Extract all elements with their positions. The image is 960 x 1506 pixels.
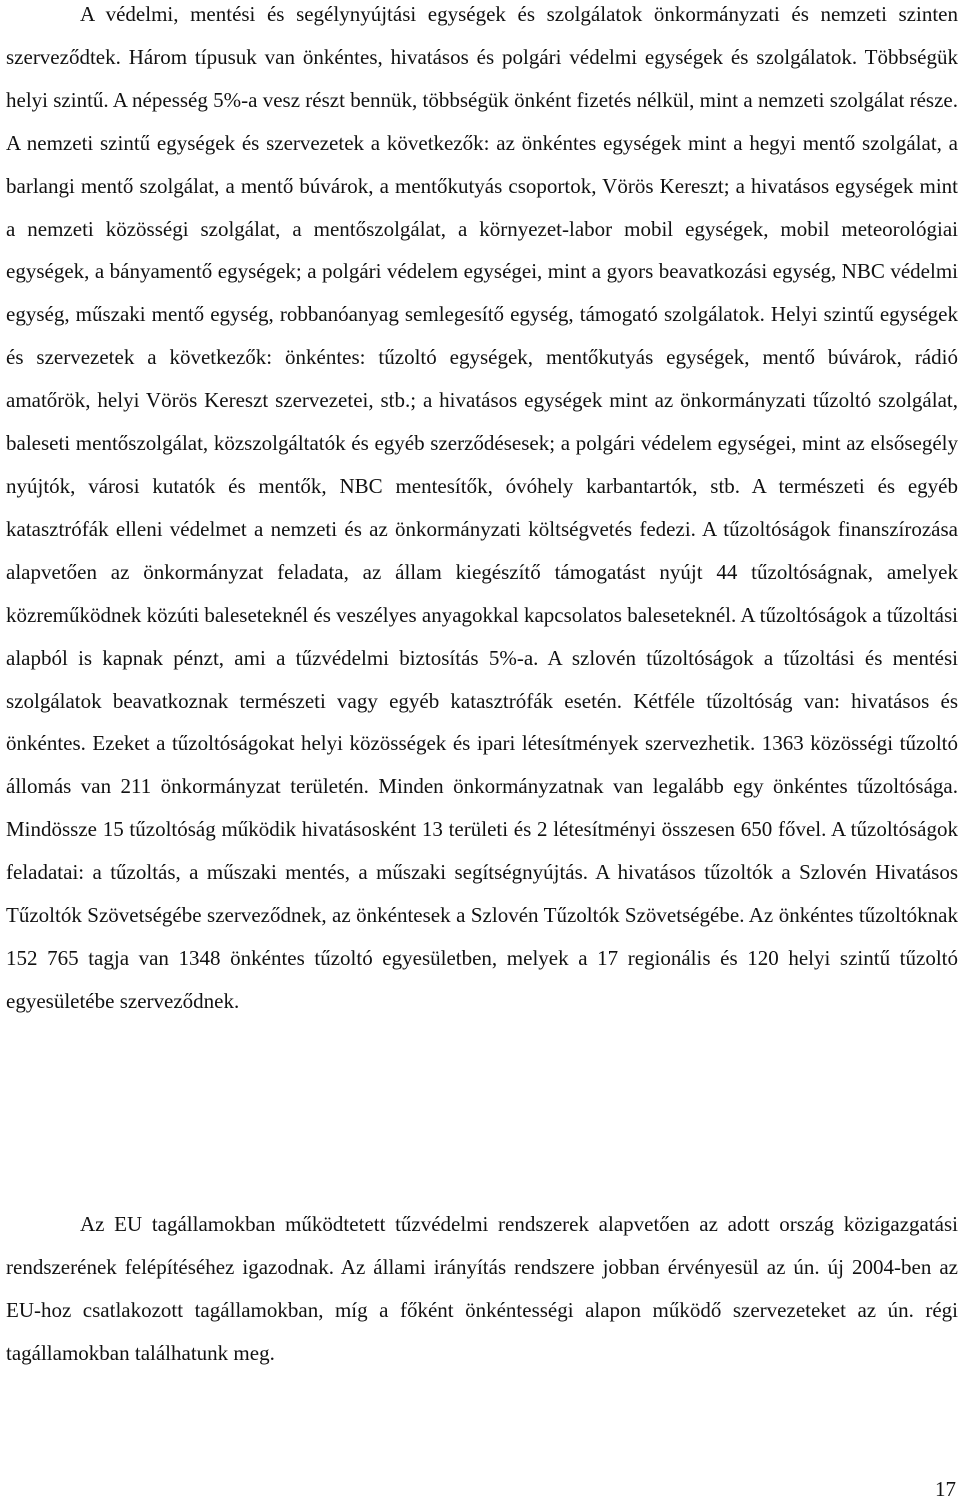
- body-paragraph-civil-protection: A védelmi, mentési és segélynyújtási egységek és szolgálatok önkormányzati és nemzeti szinten szerveződtek. Három típusuk van önkéntes, hivatásos és polgári védelmi egységek és szolgálatok. Többségük helyi szintű. A népesség 5%-a vesz részt bennük, többségük önként fizetés nélkül, mint a nemzeti szolgálat része. A nemzeti szintű egységek és szervezetek a következők: az önkéntes egységek mint a hegyi mentő szolgálat, a barlangi mentő szolgálat, a mentő búvárok, a mentőkutyás csoportok, Vörös Kereszt; a hivatásos egységek mint a nemzeti közösségi szolgálat, a mentőszolgálat, a környezet-labor mobil egységek, mobil meteorológiai egységek, a bányamentő egységek; a polgári védelem egységei, mint a gyors beavatkozási egység, NBC védelmi egység, műszaki mentő egység, robbanóanyag semlegesítő egység, támogató szolgálatok. Helyi szintű egységek és szervezetek a következők: önkéntes: tűzoltó egységek, mentőkutyás egységek, mentő búvárok, rádió amatőrök, helyi Vörös Kereszt szervezetei, stb.; a hivatásos egységek mint az önkormányzati tűzoltó szolgálat, baleseti mentőszolgálat, közszolgáltatók és egyéb szerződésesek; a polgári védelem egységei, mint az elsősegély nyújtók, városi kutatók és mentők, NBC mentesítők, óvóhely karbantartók, stb. A természeti és egyéb katasztrófák elleni védelmet a nemzeti és az önkormányzati költségvetés fedezi. A tűzoltóságok finanszírozása alapvetően az önkormányzat feladata, az állam kiegészítő támogatást nyújt 44 tűzoltóságnak, amelyek közreműködnek közúti baleseteknél és veszélyes anyagokkal kapcsolatos baleseteknél. A tűzoltóságok a tűzoltási alapból is kapnak pénzt, ami a tűzvédelmi biztosítás 5%-a. A szlovén tűzoltóságok a tűzoltási és mentési szolgálatok beavatkoznak természeti vagy egyéb katasztrófák esetén. Kétféle tűzoltóság van: hivatásos és önkéntes. Ezeket a tűzoltóságokat helyi közösségek és ipari létesítmények szervezhetik. 1363 közösségi tűzoltó állomás van 211 önkormányzat területén. Minden önkormányzatnak van legalább egy önkéntes tűzoltósága. Mindössze 15 tűzoltóság működik hivatásosként 13 területi és 2 létesítményi összesen 650 fővel. A tűzoltóságok feladatai: a tűzoltás, a műszaki mentés, a műszaki segítségnyújtás. A hivatásos tűzoltók a Szlovén Hivatásos Tűzoltók Szövetségébe szerveződnek, az önkéntesek a Szlovén Tűzoltók Szövetségébe. Az önkéntes tűzoltóknak 152 765 tagja van 1348 önkéntes tűzoltó egyesületben, melyek a 17 regionális és 120 helyi szintű tűzoltó egyesületébe szerveződnek.: [6, 2, 958, 1013]
- page-number: 17: [935, 1477, 956, 1501]
- body-paragraph-eu-fire-systems: Az EU tagállamokban működtetett tűzvédelmi rendszerek alapvetően az adott ország közigazgatási rendszerének felépítéséhez igazodnak. Az állami irányítás rendszere jobban érvényesül az ún. új 2004-ben az EU-hoz csatlakozott tagállamokban, míg a főként önkéntességi alapon működő szervezeteket az ún. régi tagállamokban találhatunk meg.: [6, 1212, 958, 1365]
